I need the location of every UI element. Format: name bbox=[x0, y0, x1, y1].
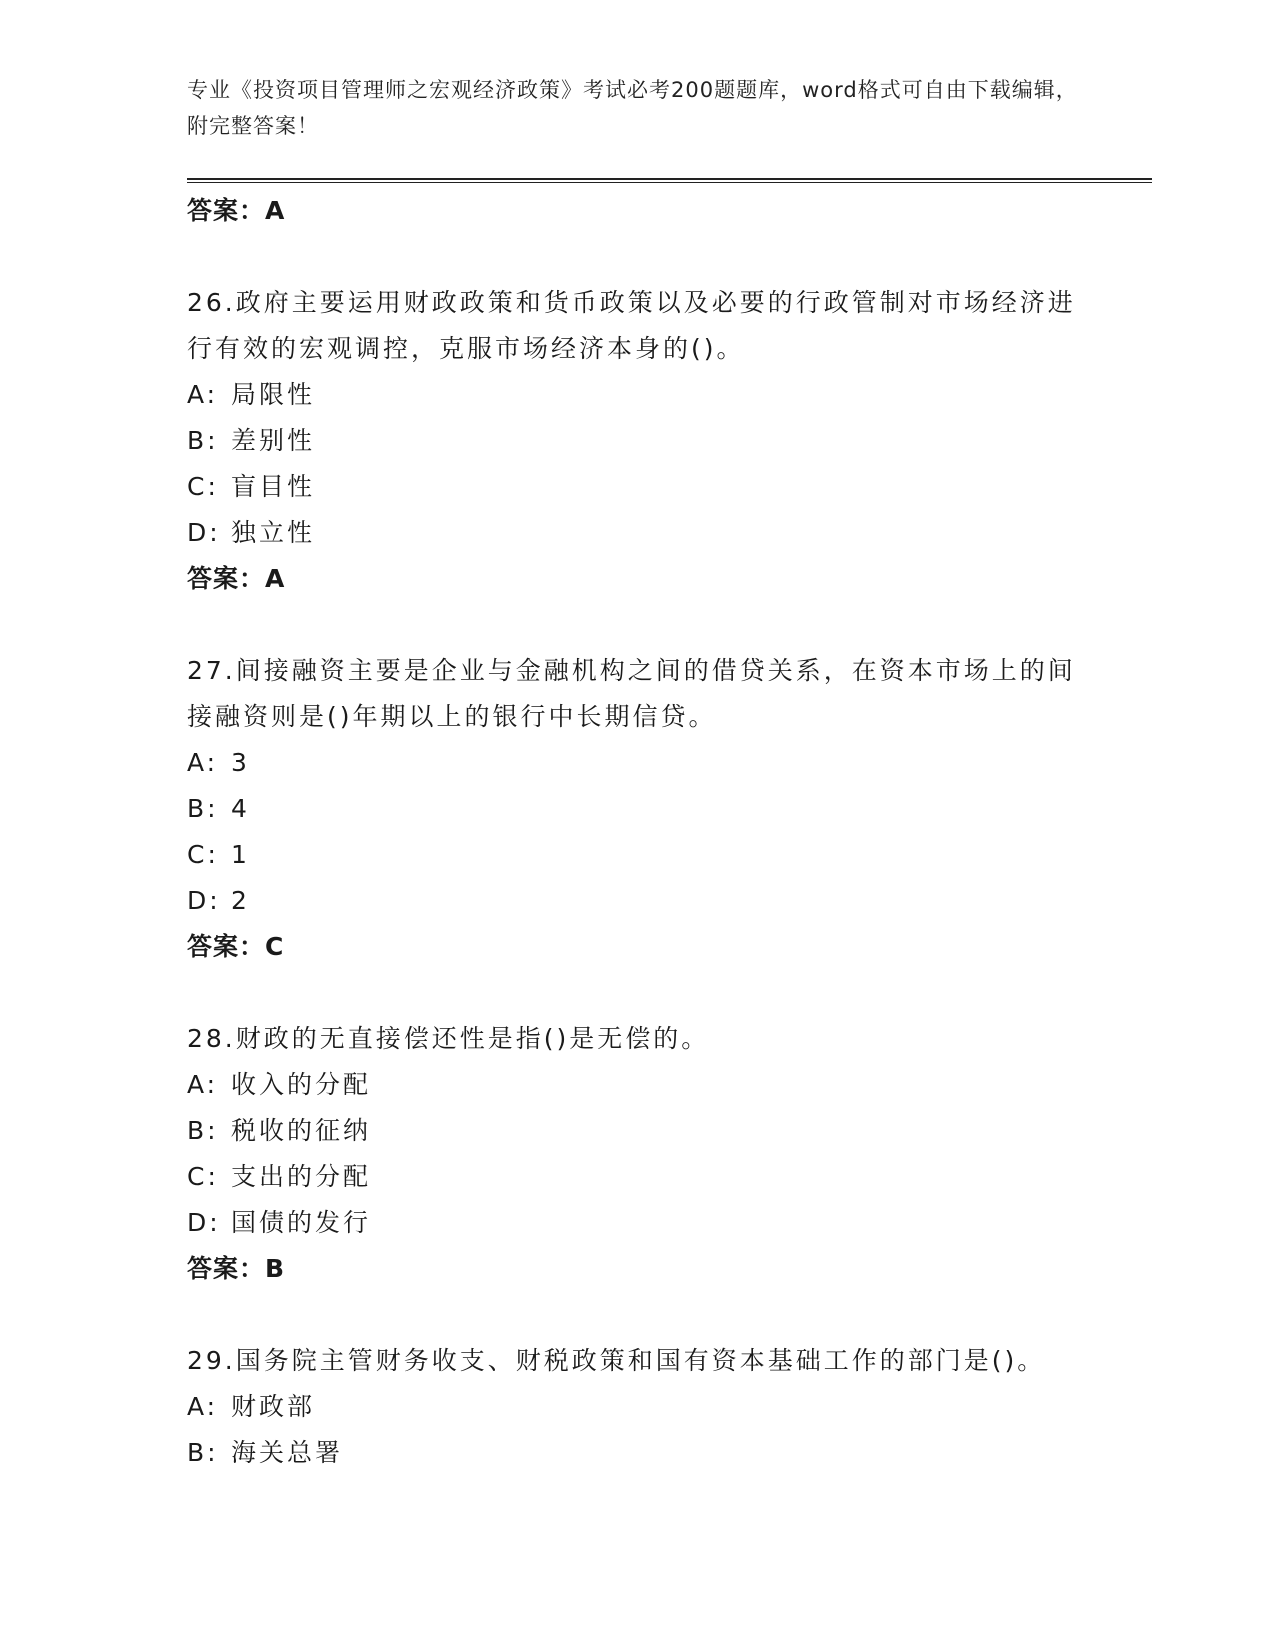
option-key: C: bbox=[187, 1162, 219, 1191]
option-a bbox=[187, 372, 1087, 418]
option-value: 国债的发行 bbox=[231, 1208, 372, 1237]
option-key: D: bbox=[187, 886, 221, 915]
option-key: B: bbox=[187, 426, 219, 455]
question-26 bbox=[187, 280, 1087, 602]
question-text: 29.国务院主管财务收支、财税政策和国有资本基础工作的部门是()。 bbox=[187, 1346, 1046, 1375]
option-value: 3 bbox=[231, 748, 250, 777]
option-value: 海关总署 bbox=[231, 1438, 344, 1467]
question-text: 26.政府主要运用财政政策和货币政策以及必要的行政管制对市场经济进行有效的宏观调控，克服市场经济本身的()。 bbox=[187, 288, 1076, 363]
option-b bbox=[187, 1430, 1087, 1476]
question-text: 28.财政的无直接偿还性是指()是无偿的。 bbox=[187, 1024, 710, 1053]
option-value: 收入的分配 bbox=[231, 1070, 372, 1099]
option-c bbox=[187, 464, 1087, 510]
option-c bbox=[187, 832, 1087, 878]
option-key: D: bbox=[187, 1208, 221, 1237]
option-d bbox=[187, 1200, 1087, 1246]
option-a bbox=[187, 1384, 1087, 1430]
option-key: B: bbox=[187, 1438, 219, 1467]
answer-line: 答案：B bbox=[187, 1254, 286, 1283]
answer-line: 答案：C bbox=[187, 932, 285, 961]
option-d bbox=[187, 878, 1087, 924]
question-list bbox=[187, 188, 1087, 1476]
option-key: B: bbox=[187, 1116, 219, 1145]
question-29 bbox=[187, 1338, 1087, 1476]
question-28 bbox=[187, 1016, 1087, 1292]
option-c bbox=[187, 1154, 1087, 1200]
answer-line: 答案：A bbox=[187, 564, 286, 593]
option-key: A: bbox=[187, 1392, 219, 1421]
answer-line: 答案：A bbox=[187, 196, 286, 225]
option-value: 4 bbox=[231, 794, 250, 823]
option-value: 独立性 bbox=[231, 518, 316, 547]
option-key: C: bbox=[187, 840, 219, 869]
option-key: A: bbox=[187, 380, 219, 409]
option-value: 局限性 bbox=[231, 380, 316, 409]
document-header: 专业《投资项目管理师之宏观经济政策》考试必考200题题库，word格式可自由下载编辑，附完整答案！ bbox=[187, 78, 1078, 138]
option-value: 盲目性 bbox=[231, 472, 316, 501]
option-key: B: bbox=[187, 794, 219, 823]
option-b bbox=[187, 1108, 1087, 1154]
option-key: C: bbox=[187, 472, 219, 501]
option-a bbox=[187, 740, 1087, 786]
question-27 bbox=[187, 648, 1087, 970]
option-value: 支出的分配 bbox=[231, 1162, 372, 1191]
option-a bbox=[187, 1062, 1087, 1108]
option-b bbox=[187, 786, 1087, 832]
header-divider bbox=[187, 178, 1152, 183]
option-value: 财政部 bbox=[231, 1392, 316, 1421]
option-d bbox=[187, 510, 1087, 556]
option-value: 差别性 bbox=[231, 426, 316, 455]
option-value: 税收的征纳 bbox=[231, 1116, 372, 1145]
option-value: 1 bbox=[231, 840, 250, 869]
option-value: 2 bbox=[231, 886, 250, 915]
option-key: A: bbox=[187, 748, 219, 777]
option-b bbox=[187, 418, 1087, 464]
option-key: A: bbox=[187, 1070, 219, 1099]
option-key: D: bbox=[187, 518, 221, 547]
question-text: 27.间接融资主要是企业与金融机构之间的借贷关系，在资本市场上的间接融资则是()年期以上的银行中长期信贷。 bbox=[187, 656, 1076, 731]
